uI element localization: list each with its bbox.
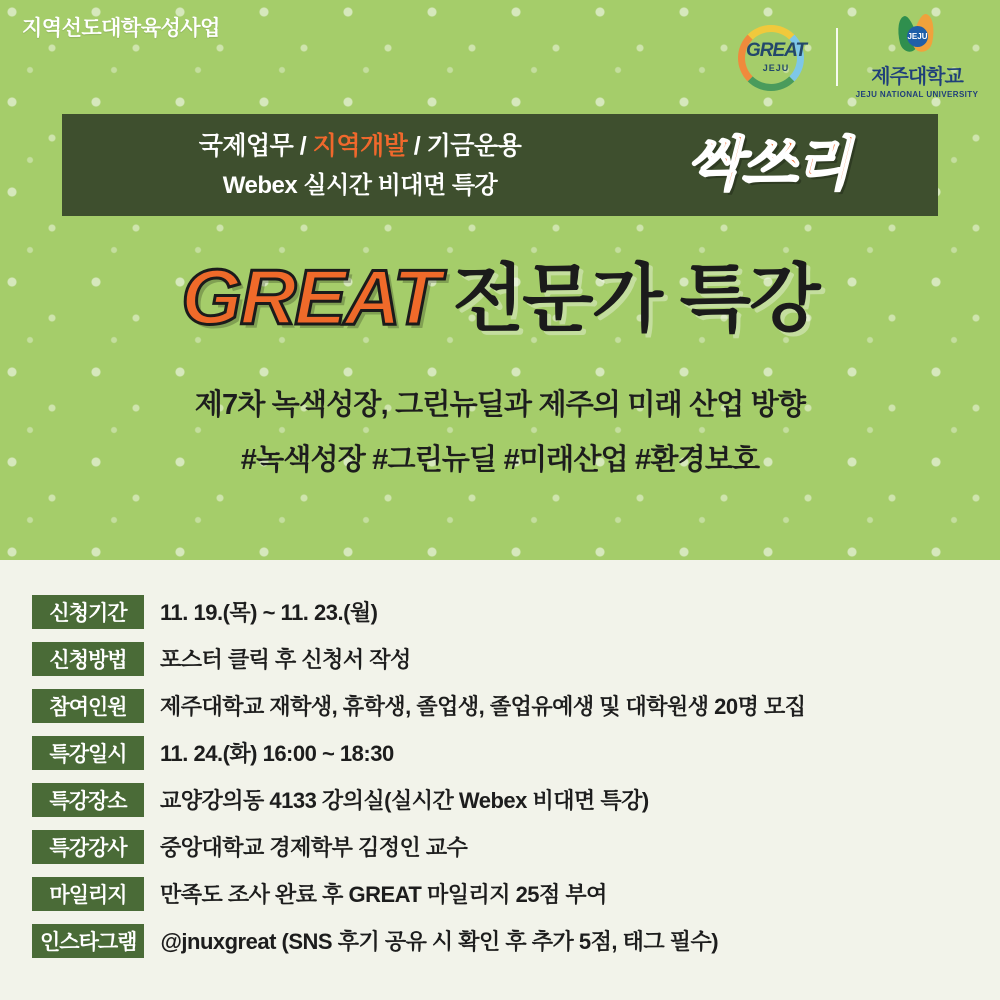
program-title: 지역선도대학육성사업 [22, 17, 220, 40]
university-emblem-icon [894, 14, 940, 58]
headline-brand: GREAT [181, 253, 439, 341]
banner-brand-block [618, 132, 938, 197]
info-value-datetime: 11. 24.(화) 16:00 ~ 18:30 [160, 741, 394, 766]
great-logo-text: GREAT [745, 39, 807, 61]
info-label-location: 특강장소 [32, 783, 144, 817]
banner-topic-0: 국제업무 [198, 131, 294, 160]
university-badge-text: JEJU [907, 26, 928, 47]
logo-group [730, 14, 982, 99]
logo-divider [836, 28, 838, 86]
info-value-lecturer: 중앙대학교 경제학부 김정인 교수 [160, 835, 468, 860]
info-label-mileage: 마일리지 [32, 877, 144, 911]
university-logo [852, 14, 982, 99]
topic-banner [62, 114, 938, 216]
great-logo [730, 21, 822, 93]
subtitle [0, 382, 1000, 478]
info-value-mileage: 만족도 조사 완료 후 GREAT 마일리지 25점 부여 [160, 882, 607, 907]
info-row [32, 870, 968, 917]
info-row [32, 729, 968, 776]
banner-brand-text: 싹쓰리 [686, 132, 850, 197]
info-label-datetime: 특강일시 [32, 736, 144, 770]
info-row [32, 917, 968, 964]
banner-topics [102, 131, 618, 161]
great-logo-subtext: JEJU [762, 62, 790, 73]
banner-separator-0: / [299, 131, 307, 160]
banner-topic-2: 기금운용 [426, 131, 522, 160]
info-label-application-period: 신청기간 [32, 595, 144, 629]
info-row [32, 776, 968, 823]
info-value-location: 교양강의동 4133 강의실(실시간 Webex 비대면 특강) [160, 788, 649, 813]
info-value-application-method: 포스터 클릭 후 신청서 작성 [160, 647, 411, 672]
subtitle-hashtags: #녹색성장 #그린뉴딜 #미래산업 #환경보호 [240, 444, 760, 476]
info-label-instagram: 인스타그램 [32, 924, 144, 958]
info-value-participants: 제주대학교 재학생, 휴학생, 졸업생, 졸업유예생 및 대학원생 20명 모집 [160, 694, 806, 719]
banner-text-block [62, 131, 618, 200]
banner-format-line: Webex 실시간 비대면 특강 [222, 171, 498, 199]
info-row [32, 635, 968, 682]
university-name-en: JEJU NATIONAL UNIVERSITY [855, 90, 979, 99]
headline [0, 240, 1000, 346]
banner-separator-1: / [413, 131, 421, 160]
info-label-application-method: 신청방법 [32, 642, 144, 676]
info-table [0, 588, 1000, 964]
subtitle-line-1: 제7차 녹색성장, 그린뉴딜과 제주의 미래 산업 방향 [194, 389, 806, 421]
info-row [32, 823, 968, 870]
banner-topic-1: 지역개발 [312, 131, 408, 160]
info-label-lecturer: 특강강사 [32, 830, 144, 864]
info-label-participants: 참여인원 [32, 689, 144, 723]
university-name-kr: 제주대학교 [871, 66, 963, 88]
info-value-instagram: @jnuxgreat (SNS 후기 공유 시 확인 후 추가 5점, 태그 필수) [160, 929, 719, 954]
info-row [32, 682, 968, 729]
headline-korean: 전문가 특강 [452, 257, 819, 340]
info-row [32, 588, 968, 635]
info-value-application-period: 11. 19.(목) ~ 11. 23.(월) [160, 600, 378, 625]
